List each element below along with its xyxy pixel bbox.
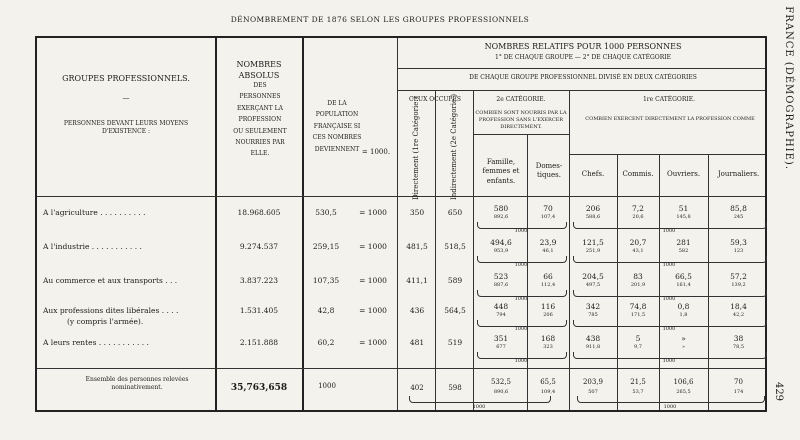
cell-chefs-sub: 785	[588, 312, 598, 318]
cell-fam: 448	[493, 302, 509, 311]
total-brace	[577, 396, 765, 403]
cell-jour-sub: 42,2	[732, 312, 745, 318]
cell-indir: 518,5	[444, 242, 466, 251]
header-chaque-groupe: DE CHAQUE GROUPE PROFESSIONNEL DIVISÉ EN DEUX CATÉGORIES	[469, 74, 697, 81]
cell-jour: 85,8	[730, 204, 747, 213]
cell-jour-sub: 78,5	[732, 344, 745, 350]
cell-commis-sub: 43,1	[632, 248, 644, 254]
header-population: DE LA POPULATION FRANÇAISE SI CES NOMBRES DEVIENNENT	[312, 100, 362, 153]
cell-ouv: 281	[676, 238, 691, 247]
cell-dom-sub: 107,4	[540, 214, 556, 220]
row-label: A leurs rentes . . . . . . . . . . .	[43, 338, 149, 347]
cell-ouv: »	[681, 334, 686, 343]
cell-dom: 66	[543, 272, 553, 281]
header-famille: Famille, femmes et enfants.	[482, 158, 520, 185]
header-rule	[473, 134, 569, 135]
header-commis: Commis.	[622, 170, 654, 178]
header-chefs: Chefs.	[581, 170, 605, 178]
cell-ouv: 66,5	[675, 272, 692, 281]
header-journaliers: Journaliers.	[717, 170, 760, 178]
cell-indir: 589	[447, 276, 463, 285]
cell-fam-sub: 887,6	[493, 282, 509, 288]
cell-absolu: 1.531.405	[239, 306, 279, 315]
cell-dir: 481	[409, 338, 425, 347]
cell-eq: = 1000	[359, 242, 387, 251]
header-groupes-sub: PERSONNES DEVANT LEURS MOYENS D'EXISTENCE :	[63, 120, 189, 136]
header-relatifs: NOMBRES RELATIFS POUR 1000 PERSONNES	[484, 42, 682, 51]
cell-fam-sub: 677	[496, 344, 506, 350]
cell-fam: 580	[493, 204, 509, 213]
cell-chefs-sub: 588,6	[585, 214, 601, 220]
row-label: Au commerce et aux transports . . .	[43, 276, 178, 285]
total-fam: 532,5	[490, 378, 512, 386]
total-pop: 1000	[318, 382, 336, 390]
cell-sum2: 1000	[514, 262, 528, 268]
col-divider	[302, 38, 304, 410]
cell-chefs: 206	[585, 204, 601, 213]
cell-eq: = 1000	[359, 208, 387, 217]
cell-sum1: 1000	[662, 296, 676, 302]
cell-ouv-sub: 1,8	[679, 312, 688, 318]
cell-sum2: 1000	[514, 326, 528, 332]
cell-sum2: 1000	[514, 358, 528, 364]
total-dir: 402	[410, 384, 424, 392]
statistics-table	[35, 36, 767, 412]
cell-eq: = 1000	[359, 306, 387, 315]
cell-indir: 650	[447, 208, 463, 217]
cell-absolu: 2.151.888	[239, 338, 279, 347]
total-ouvriers-sub: 265,5	[676, 389, 691, 395]
total-label: Ensemble des personnes relevées nominativement.	[85, 376, 189, 392]
cell-pop: 107,35	[312, 276, 340, 285]
cell-absolu: 9.274.537	[239, 242, 279, 251]
cell-dir: 411,1	[406, 276, 428, 285]
cell-dom: 168	[540, 334, 556, 343]
header-combien-exercent: COMBIEN EXERCENT DIRECTEMENT LA PROFESSION COMME	[585, 116, 755, 122]
cell-pop: 530,5	[315, 208, 337, 217]
cell-jour: 59,3	[730, 238, 747, 247]
cell-chefs: 342	[585, 302, 601, 311]
cell-commis: 83	[633, 272, 643, 281]
total-absolu: 35,763,658	[230, 383, 288, 393]
header-absolus-sub: DES PERSONNES EXERÇANT LA PROFESSION OU SEULEMENT NOURRIES PAR ELLE.	[233, 82, 287, 158]
header-absolus: NOMBRES ABSOLUS	[236, 60, 282, 80]
total-fam-sub: 890,6	[493, 389, 509, 395]
cell-dom-sub: 46,1	[542, 248, 554, 254]
cell-ouv-sub: »	[681, 344, 686, 350]
total-commis: 21,5	[630, 378, 646, 386]
header-pop-eq: = 1000.	[361, 148, 391, 156]
cell-dom: 70	[543, 204, 553, 213]
cell-fam-sub: 892,6	[493, 214, 509, 220]
total-brace	[409, 396, 551, 403]
total-journaliers: 70	[734, 378, 743, 386]
cell-chefs: 204,5	[582, 272, 604, 281]
cell-ouv: 0,8	[677, 302, 690, 311]
header-directement: Directement (1re Catégorie.)	[412, 96, 420, 200]
row-label-sub: (y compris l'armée).	[67, 317, 144, 326]
cell-dom-sub: 206	[543, 312, 553, 318]
cell-sum1: 1000	[662, 358, 676, 364]
header-cat2: 2e CATÉGORIE.	[496, 96, 546, 103]
header-groupes: GROUPES PROFESSIONNELS.	[62, 74, 190, 83]
header-rule	[569, 154, 765, 155]
header-bottom-rule	[37, 196, 765, 197]
cell-eq: = 1000	[359, 338, 387, 347]
total-chefs-sub: 507	[588, 389, 598, 395]
cell-commis-sub: 171,5	[630, 312, 646, 318]
cell-dom: 116	[540, 302, 556, 311]
cell-fam-sub: 794	[496, 312, 506, 318]
total-sum-a: 1000	[472, 404, 486, 410]
cell-jour: 38	[733, 334, 744, 343]
cell-fam: 523	[493, 272, 509, 281]
cell-pop: 60,2	[317, 338, 335, 347]
header-rule	[397, 90, 765, 91]
header-rule	[397, 68, 765, 69]
cell-commis-sub: 9,7	[634, 344, 642, 350]
total-rule	[37, 368, 765, 369]
header-ceux-occupes: CEUX OCCUPÉS	[409, 96, 461, 103]
total-journaliers-sub: 174	[733, 389, 744, 395]
col-divider	[435, 90, 436, 410]
cell-sum2: 1000	[514, 296, 528, 302]
cell-absolu: 3.837.223	[239, 276, 279, 285]
cell-commis-sub: 20,6	[632, 214, 644, 220]
page-title: DÉNOMBREMENT DE 1876 SELON LES GROUPES PROFESSIONNELS	[230, 15, 530, 24]
cell-dom-sub: 112,4	[540, 282, 556, 288]
cell-sum2: 1000	[514, 228, 528, 234]
header-indirectement: Indirectement (2e Catégorie.)	[450, 93, 458, 200]
cell-chefs-sub: 911,8	[585, 344, 601, 350]
header-relatifs-sub: 1° DE CHAQUE GROUPE — 2° DE CHAQUE CATÉGORIE	[495, 54, 671, 61]
cell-commis: 7,2	[632, 204, 644, 213]
total-chefs: 203,9	[582, 378, 604, 386]
cell-dom: 23,9	[539, 238, 557, 247]
cell-indir: 519	[447, 338, 463, 347]
cell-ouv-sub: 145,8	[676, 214, 691, 220]
total-dom-sub: 109,4	[540, 389, 556, 395]
cell-dir: 436	[409, 306, 425, 315]
cell-absolu: 18.968.605	[237, 208, 281, 217]
total-commis-sub: 53,7	[632, 389, 644, 395]
cell-commis: 74,8	[629, 302, 647, 311]
col-divider	[397, 38, 398, 410]
header-dash: —	[122, 94, 130, 102]
cell-dir: 350	[409, 208, 425, 217]
cell-chefs-sub: 251,9	[585, 248, 601, 254]
total-indir: 598	[448, 384, 462, 392]
cell-chefs: 438	[585, 334, 601, 343]
cell-sum1: 1000	[662, 228, 676, 234]
cell-jour-sub: 245	[733, 214, 744, 220]
cell-eq: = 1000	[359, 276, 387, 285]
side-label: FRANCE (DÉMOGRAPHIE).	[783, 6, 794, 170]
page-number: 429	[772, 381, 784, 402]
total-ouvriers: 106,6	[673, 378, 694, 386]
col-divider	[473, 90, 474, 410]
cell-jour: 18,4	[730, 302, 747, 311]
header-cat1: 1re CATÉGORIE.	[642, 96, 695, 103]
cell-pop: 259,15	[312, 242, 340, 251]
row-label: Aux professions dites libérales . . . .	[43, 306, 179, 315]
cell-ouv-sub: 161,4	[676, 282, 691, 288]
cell-sum1: 1000	[662, 262, 676, 268]
cell-pop: 42,8	[317, 306, 335, 315]
cell-sum1: 1000	[662, 326, 676, 332]
total-sum-b: 1000	[663, 404, 677, 410]
row-label: A l'agriculture . . . . . . . . . .	[43, 208, 146, 217]
cell-jour-sub: 139,2	[731, 282, 746, 288]
cell-dom-sub: 323	[543, 344, 553, 350]
cell-indir: 564,5	[444, 306, 466, 315]
cell-chefs: 121,5	[582, 238, 604, 247]
cell-fam-sub: 953,9	[493, 248, 509, 254]
cell-jour: 57,2	[730, 272, 747, 281]
header-ouvriers: Ouvriers.	[666, 170, 701, 178]
cell-commis-sub: 201,9	[630, 282, 646, 288]
cell-commis: 20,7	[629, 238, 647, 247]
cell-fam: 351	[493, 334, 509, 343]
row-label: A l'industrie . . . . . . . . . . .	[43, 242, 142, 251]
cell-commis: 5	[635, 334, 641, 343]
cell-jour-sub: 123	[733, 248, 744, 254]
col-divider	[215, 38, 217, 410]
total-dom: 65,5	[540, 378, 556, 386]
cell-chefs-sub: 497,5	[585, 282, 601, 288]
cell-fam: 494,6	[490, 238, 512, 247]
cell-ouv-sub: 582	[678, 248, 689, 254]
header-domestiques: Domes-tiques.	[535, 162, 563, 180]
cell-dir: 481,5	[406, 242, 428, 251]
header-combien-nourris: COMBIEN SONT NOURRIS PAR LA PROFESSION SANS L'EXERCER DIRECTEMENT.	[475, 110, 567, 130]
cell-ouv: 51	[678, 204, 689, 213]
